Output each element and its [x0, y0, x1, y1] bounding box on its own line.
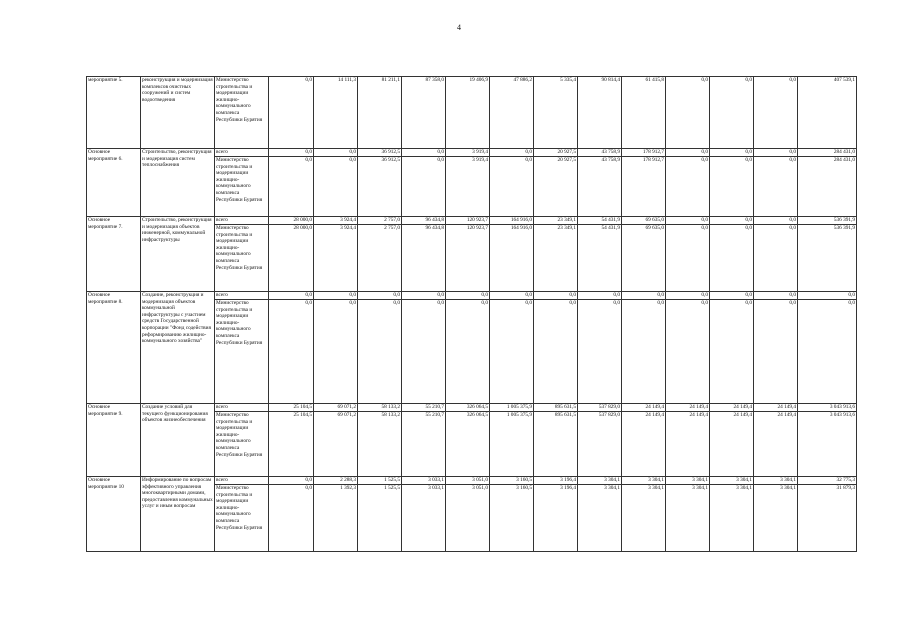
event-cell: Основное мероприятие 7. [87, 217, 141, 292]
year-value-cell: 3 304,1 [666, 477, 710, 485]
year-value-cell: 0,0 [666, 217, 710, 225]
year-value-cell: 178 912,7 [622, 149, 666, 157]
year-value-cell: 3 304,1 [754, 477, 798, 485]
year-value-cell: 326 064,5 [446, 404, 490, 412]
year-value-cell: 1 005 375,9 [490, 404, 534, 412]
year-value-cell: 69 071,2 [314, 412, 358, 477]
year-value-cell: 0,0 [578, 300, 622, 404]
year-value-cell: 19 406,9 [446, 77, 490, 149]
year-value-cell: 43 758,9 [578, 149, 622, 157]
year-value-cell: 0,0 [490, 300, 534, 404]
year-value-cell: 0,0 [710, 157, 754, 217]
year-value-cell: 3 160,5 [490, 477, 534, 485]
year-value-cell: 1 525,5 [358, 477, 402, 485]
year-value-cell: 0,0 [754, 157, 798, 217]
year-value-cell: 24 149,4 [710, 412, 754, 477]
year-value-cell: 0,0 [314, 300, 358, 404]
event-name-cell: Создание условий для текущего функционирования объектов жизнеобеспечения [141, 404, 215, 477]
year-value-cell: 24 149,4 [666, 412, 710, 477]
year-value-cell: 3 051,0 [446, 485, 490, 552]
year-value-cell: 25 104,5 [269, 412, 314, 477]
year-value-cell: 0,0 [358, 300, 402, 404]
year-value-cell: 54 431,9 [578, 225, 622, 292]
year-value-cell: 3 919,4 [446, 149, 490, 157]
year-value-cell: 0,0 [666, 77, 710, 149]
year-value-cell: 0,0 [402, 292, 446, 300]
year-value-cell: 47 886,2 [490, 77, 534, 149]
year-value-cell: 3 304,1 [710, 477, 754, 485]
year-value-cell: 23 349,1 [534, 217, 578, 225]
year-value-cell: 96 434,8 [402, 217, 446, 225]
year-value-cell: 0,0 [622, 292, 666, 300]
year-value-cell: 14 111,3 [314, 77, 358, 149]
year-value-cell: 164 916,0 [490, 225, 534, 292]
budget-table [86, 76, 857, 552]
year-value-cell: 2 757,0 [358, 217, 402, 225]
funding-source-cell: всего [215, 217, 269, 225]
year-value-cell: 0,0 [710, 292, 754, 300]
event-cell: мероприятие 5. [87, 77, 141, 149]
year-value-cell: 0,0 [534, 300, 578, 404]
year-value-cell: 0,0 [446, 300, 490, 404]
event-cell: Основное мероприятие 6. [87, 149, 141, 217]
year-value-cell: 1 525,5 [358, 485, 402, 552]
year-value-cell: 3 304,1 [578, 485, 622, 552]
funding-source-cell: Министерство строительства и модернизации жилищно-коммунального комплекса Республики Бурятия [215, 485, 269, 552]
year-value-cell: 164 916,0 [490, 217, 534, 225]
year-value-cell: 326 064,5 [446, 412, 490, 477]
table-row [87, 292, 857, 300]
year-value-cell: 0,0 [710, 225, 754, 292]
year-value-cell: 1 392,3 [314, 485, 358, 552]
year-value-cell: 0,0 [754, 77, 798, 149]
event-cell: Основное мероприятие 9. [87, 404, 141, 477]
year-value-cell: 81 211,1 [358, 77, 402, 149]
year-value-cell: 0,0 [402, 157, 446, 217]
year-value-cell: 0,0 [402, 149, 446, 157]
year-value-cell: 3 304,1 [666, 485, 710, 552]
year-value-cell: 0,0 [314, 157, 358, 217]
year-value-cell: 0,0 [578, 292, 622, 300]
year-value-cell: 3 033,1 [402, 477, 446, 485]
year-value-cell: 0,0 [622, 300, 666, 404]
year-value-cell: 120 923,7 [446, 217, 490, 225]
year-value-cell: 895 631,5 [534, 412, 578, 477]
total-value-cell: 3 043 913,6 [798, 412, 857, 477]
table-row [87, 77, 857, 149]
year-value-cell: 58 133,2 [358, 412, 402, 477]
year-value-cell: 3 304,1 [622, 485, 666, 552]
year-value-cell: 24 149,4 [666, 404, 710, 412]
year-value-cell: 120 923,7 [446, 225, 490, 292]
year-value-cell: 28 000,0 [269, 217, 314, 225]
year-value-cell: 69 635,0 [622, 225, 666, 292]
table-row [87, 217, 857, 225]
year-value-cell: 0,0 [490, 149, 534, 157]
event-name-cell: Строительство, реконструкция и модернизация объектов инженерной, коммунальной инфраструктуры [141, 217, 215, 292]
funding-source-cell: всего [215, 477, 269, 485]
year-value-cell: 3 304,1 [622, 477, 666, 485]
year-value-cell: 3 924,4 [314, 217, 358, 225]
year-value-cell: 537 829,0 [578, 412, 622, 477]
year-value-cell: 0,0 [754, 149, 798, 157]
year-value-cell: 0,0 [314, 292, 358, 300]
year-value-cell: 0,0 [710, 77, 754, 149]
total-value-cell: 407 539,1 [798, 77, 857, 149]
year-value-cell: 69 071,2 [314, 404, 358, 412]
year-value-cell: 20 927,5 [534, 149, 578, 157]
total-value-cell: 0,0 [798, 292, 857, 300]
year-value-cell: 3 160,5 [490, 485, 534, 552]
year-value-cell: 43 758,9 [578, 157, 622, 217]
year-value-cell: 0,0 [490, 292, 534, 300]
year-value-cell: 0,0 [754, 292, 798, 300]
year-value-cell: 0,0 [534, 292, 578, 300]
year-value-cell: 895 631,5 [534, 404, 578, 412]
total-value-cell: 31 879,3 [798, 485, 857, 552]
year-value-cell: 24 149,4 [622, 404, 666, 412]
funding-source-cell: Министерство строительства и модернизации жилищно-коммунального комплекса Республики Бурятия [215, 77, 269, 149]
year-value-cell: 0,0 [269, 149, 314, 157]
year-value-cell: 24 149,4 [622, 412, 666, 477]
year-value-cell: 36 912,5 [358, 157, 402, 217]
funding-source-cell: всего [215, 292, 269, 300]
table-row [87, 404, 857, 412]
event-cell: Основное мероприятие 8. [87, 292, 141, 404]
year-value-cell: 3 304,1 [578, 477, 622, 485]
year-value-cell: 3 924,4 [314, 225, 358, 292]
total-value-cell: 536 391,9 [798, 225, 857, 292]
year-value-cell: 5 335,4 [534, 77, 578, 149]
year-value-cell: 0,0 [269, 485, 314, 552]
year-value-cell: 24 149,4 [710, 404, 754, 412]
year-value-cell: 178 912,7 [622, 157, 666, 217]
year-value-cell: 0,0 [269, 477, 314, 485]
year-value-cell: 0,0 [490, 157, 534, 217]
year-value-cell: 96 434,8 [402, 225, 446, 292]
year-value-cell: 58 133,2 [358, 404, 402, 412]
year-value-cell: 24 149,4 [754, 404, 798, 412]
event-name-cell: Создание, реконструкция и модернизация объектов коммунальной инфраструктуры с участием средств Государственной корпорации "Фонд содействия реформированию жилищно-коммунального хозяйства" [141, 292, 215, 404]
funding-source-cell: всего [215, 404, 269, 412]
funding-source-cell: всего [215, 149, 269, 157]
year-value-cell: 0,0 [269, 292, 314, 300]
total-value-cell: 32 775,3 [798, 477, 857, 485]
event-name-cell: Информирование по вопросам эффективного управления многоквартирными домами, предоставления коммунальных услуг и иным вопросам [141, 477, 215, 552]
year-value-cell: 28 000,0 [269, 225, 314, 292]
event-cell: Основное мероприятие 10 [87, 477, 141, 552]
year-value-cell: 1 005 375,9 [490, 412, 534, 477]
year-value-cell: 0,0 [710, 217, 754, 225]
year-value-cell: 3 196,4 [534, 485, 578, 552]
total-value-cell: 536 391,9 [798, 217, 857, 225]
year-value-cell: 3 304,1 [754, 485, 798, 552]
table-row [87, 477, 857, 485]
event-name-cell: Строительство, реконструкция и модернизация систем теплоснабжения [141, 149, 215, 217]
year-value-cell: 3 196,4 [534, 477, 578, 485]
year-value-cell: 0,0 [358, 292, 402, 300]
table-row [87, 149, 857, 157]
year-value-cell: 0,0 [269, 300, 314, 404]
year-value-cell: 69 635,0 [622, 217, 666, 225]
year-value-cell: 61 415,8 [622, 77, 666, 149]
page-number: 4 [457, 23, 461, 32]
funding-source-cell: Министерство строительства и модернизации жилищно-коммунального комплекса Республики Бурятия [215, 412, 269, 477]
event-name-cell: реконструкция и модернизация комплексов очистных сооружений и систем водоотведения [141, 77, 215, 149]
year-value-cell: 20 927,5 [534, 157, 578, 217]
year-value-cell: 0,0 [754, 217, 798, 225]
year-value-cell: 0,0 [666, 300, 710, 404]
year-value-cell: 24 149,4 [754, 412, 798, 477]
year-value-cell: 0,0 [666, 149, 710, 157]
year-value-cell: 87 358,0 [402, 77, 446, 149]
year-value-cell: 3 304,1 [710, 485, 754, 552]
year-value-cell: 0,0 [314, 149, 358, 157]
year-value-cell: 55 210,7 [402, 412, 446, 477]
year-value-cell: 55 210,7 [402, 404, 446, 412]
year-value-cell: 90 814,4 [578, 77, 622, 149]
funding-source-cell: Министерство строительства и модернизации жилищно-коммунального комплекса Республики Бурятия [215, 300, 269, 404]
year-value-cell: 54 431,9 [578, 217, 622, 225]
funding-source-cell: Министерство строительства и модернизации жилищно-коммунального комплекса Республики Бурятия [215, 157, 269, 217]
year-value-cell: 0,0 [402, 300, 446, 404]
year-value-cell: 0,0 [269, 77, 314, 149]
total-value-cell: 284 431,0 [798, 149, 857, 157]
year-value-cell: 0,0 [754, 300, 798, 404]
year-value-cell: 2 288,3 [314, 477, 358, 485]
year-value-cell: 23 349,1 [534, 225, 578, 292]
total-value-cell: 284 431,0 [798, 157, 857, 217]
total-value-cell: 3 043 913,6 [798, 404, 857, 412]
year-value-cell: 3 919,4 [446, 157, 490, 217]
year-value-cell: 36 912,5 [358, 149, 402, 157]
total-value-cell: 0,0 [798, 300, 857, 404]
year-value-cell: 2 757,0 [358, 225, 402, 292]
year-value-cell: 0,0 [666, 157, 710, 217]
year-value-cell: 3 051,0 [446, 477, 490, 485]
funding-source-cell: Министерство строительства и модернизации жилищно-коммунального комплекса Республики Бурятия [215, 225, 269, 292]
year-value-cell: 0,0 [269, 157, 314, 217]
year-value-cell: 0,0 [446, 292, 490, 300]
year-value-cell: 0,0 [710, 149, 754, 157]
year-value-cell: 3 033,1 [402, 485, 446, 552]
year-value-cell: 0,0 [754, 225, 798, 292]
year-value-cell: 25 104,5 [269, 404, 314, 412]
year-value-cell: 0,0 [666, 225, 710, 292]
year-value-cell: 0,0 [666, 292, 710, 300]
year-value-cell: 0,0 [710, 300, 754, 404]
year-value-cell: 537 829,0 [578, 404, 622, 412]
